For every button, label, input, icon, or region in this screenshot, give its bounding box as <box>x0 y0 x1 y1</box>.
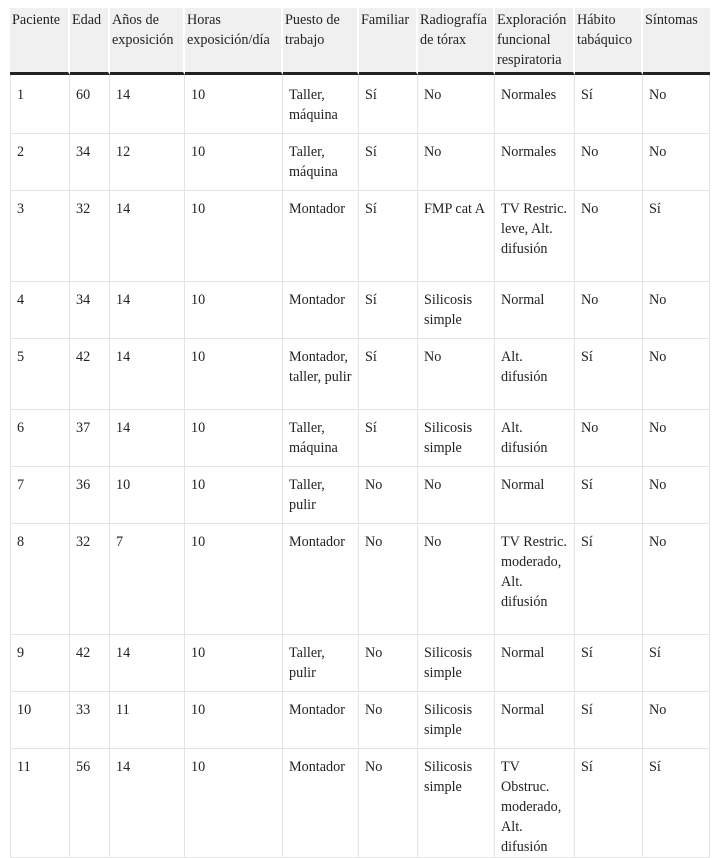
table-cell: 9 <box>10 635 70 692</box>
table-cell: Taller, pulir <box>283 635 359 692</box>
table-cell: 11 <box>110 692 185 749</box>
table-cell: Sí <box>359 282 418 339</box>
table-cell: No <box>643 75 710 134</box>
table-cell: Sí <box>359 339 418 410</box>
table-cell: No <box>418 75 495 134</box>
table-cell: Sí <box>643 191 710 282</box>
table-row <box>10 692 710 749</box>
table-cell: Normales <box>495 75 575 134</box>
column-header: Paciente <box>10 8 70 75</box>
column-header: Hábito tabáquico <box>575 8 643 75</box>
header-row <box>10 8 710 75</box>
table-row <box>10 635 710 692</box>
table-cell: 14 <box>110 282 185 339</box>
table-cell: 37 <box>70 410 110 467</box>
column-header: Radiografía de tórax <box>418 8 495 75</box>
table-cell: TV Obstruc. moderado, Alt. difusión <box>495 749 575 858</box>
table-cell: Normales <box>495 134 575 191</box>
table-cell: 32 <box>70 191 110 282</box>
table-cell: 42 <box>70 635 110 692</box>
table-cell: Sí <box>575 75 643 134</box>
table-cell: No <box>418 134 495 191</box>
table-row <box>10 191 710 282</box>
table-cell: 6 <box>10 410 70 467</box>
table-cell: 10 <box>10 692 70 749</box>
table-cell: 32 <box>70 524 110 635</box>
table-cell: Montador, taller, pulir <box>283 339 359 410</box>
column-header: Edad <box>70 8 110 75</box>
table-cell: No <box>359 467 418 524</box>
column-header: Síntomas <box>643 8 710 75</box>
table-cell: 14 <box>110 75 185 134</box>
table-cell: No <box>643 467 710 524</box>
table-cell: Sí <box>575 524 643 635</box>
table-cell: 8 <box>10 524 70 635</box>
column-header: Exploración funcional respiratoria <box>495 8 575 75</box>
table-cell: Taller, máquina <box>283 75 359 134</box>
table-cell: No <box>418 524 495 635</box>
table-cell: 10 <box>185 339 283 410</box>
table-cell: No <box>359 524 418 635</box>
table-cell: Silicosis simple <box>418 410 495 467</box>
table-cell: 4 <box>10 282 70 339</box>
table-cell: Sí <box>575 692 643 749</box>
table-cell: 10 <box>185 191 283 282</box>
table-row <box>10 339 710 410</box>
table-cell: No <box>643 282 710 339</box>
table-cell: Montador <box>283 749 359 858</box>
table-container <box>10 8 710 858</box>
table-cell: 34 <box>70 282 110 339</box>
table-cell: No <box>575 282 643 339</box>
table-cell: No <box>643 692 710 749</box>
table-cell: No <box>418 467 495 524</box>
table-cell: Montador <box>283 692 359 749</box>
table-cell: TV Restric. leve, Alt. difusión <box>495 191 575 282</box>
table-cell: 14 <box>110 191 185 282</box>
table-cell: Normal <box>495 282 575 339</box>
table-cell: 10 <box>185 467 283 524</box>
table-cell: Sí <box>359 410 418 467</box>
table-row <box>10 134 710 191</box>
table-cell: 14 <box>110 339 185 410</box>
table-cell: 10 <box>185 134 283 191</box>
table-cell: 56 <box>70 749 110 858</box>
table-cell: 5 <box>10 339 70 410</box>
table-cell: No <box>643 524 710 635</box>
table-cell: Normal <box>495 635 575 692</box>
table-cell: 10 <box>185 75 283 134</box>
table-cell: No <box>575 410 643 467</box>
table-cell: No <box>418 339 495 410</box>
table-cell: No <box>643 134 710 191</box>
table-cell: 10 <box>110 467 185 524</box>
table-row <box>10 75 710 134</box>
table-cell: Silicosis simple <box>418 282 495 339</box>
table-cell: No <box>359 749 418 858</box>
table-cell: Sí <box>575 339 643 410</box>
table-cell: 10 <box>185 524 283 635</box>
table-row <box>10 749 710 858</box>
table-cell: 10 <box>185 410 283 467</box>
table-cell: Sí <box>575 749 643 858</box>
table-cell: No <box>643 410 710 467</box>
table-cell: Sí <box>643 635 710 692</box>
table-cell: Sí <box>575 635 643 692</box>
table-cell: 14 <box>110 749 185 858</box>
table-body <box>10 75 710 858</box>
table-cell: No <box>575 134 643 191</box>
table-row <box>10 524 710 635</box>
table-cell: 2 <box>10 134 70 191</box>
table-cell: 7 <box>110 524 185 635</box>
table-cell: Alt. difusión <box>495 410 575 467</box>
table-cell: TV Restric. moderado, Alt. difusión <box>495 524 575 635</box>
table-row <box>10 410 710 467</box>
table-cell: No <box>359 635 418 692</box>
table-cell: 60 <box>70 75 110 134</box>
table-cell: 34 <box>70 134 110 191</box>
table-cell: 11 <box>10 749 70 858</box>
table-cell: 10 <box>185 692 283 749</box>
table-cell: 7 <box>10 467 70 524</box>
table-cell: Montador <box>283 191 359 282</box>
table-cell: Taller, máquina <box>283 410 359 467</box>
column-header: Horas exposición/día <box>185 8 283 75</box>
table-cell: 36 <box>70 467 110 524</box>
table-cell: 10 <box>185 749 283 858</box>
table-cell: Montador <box>283 282 359 339</box>
table-cell: Alt. difusión <box>495 339 575 410</box>
table-cell: 14 <box>110 635 185 692</box>
table-cell: 14 <box>110 410 185 467</box>
table-cell: Sí <box>575 467 643 524</box>
patients-table <box>10 8 710 858</box>
table-cell: 12 <box>110 134 185 191</box>
table-cell: Sí <box>359 75 418 134</box>
table-row <box>10 282 710 339</box>
table-cell: 10 <box>185 635 283 692</box>
table-cell: 42 <box>70 339 110 410</box>
table-cell: No <box>643 339 710 410</box>
table-cell: Silicosis simple <box>418 635 495 692</box>
table-cell: Silicosis simple <box>418 749 495 858</box>
table-row <box>10 467 710 524</box>
table-cell: Sí <box>359 191 418 282</box>
table-cell: 10 <box>185 282 283 339</box>
column-header: Años de exposición <box>110 8 185 75</box>
table-cell: Montador <box>283 524 359 635</box>
table-cell: No <box>575 191 643 282</box>
column-header: Puesto de trabajo <box>283 8 359 75</box>
table-cell: FMP cat A <box>418 191 495 282</box>
table-header <box>10 8 710 75</box>
column-header: Familiar <box>359 8 418 75</box>
table-cell: 33 <box>70 692 110 749</box>
table-cell: 3 <box>10 191 70 282</box>
table-cell: Sí <box>643 749 710 858</box>
table-cell: Taller, máquina <box>283 134 359 191</box>
table-cell: Normal <box>495 692 575 749</box>
table-cell: 1 <box>10 75 70 134</box>
table-cell: Sí <box>359 134 418 191</box>
table-cell: Normal <box>495 467 575 524</box>
table-cell: Taller, pulir <box>283 467 359 524</box>
table-cell: Silicosis simple <box>418 692 495 749</box>
table-cell: No <box>359 692 418 749</box>
